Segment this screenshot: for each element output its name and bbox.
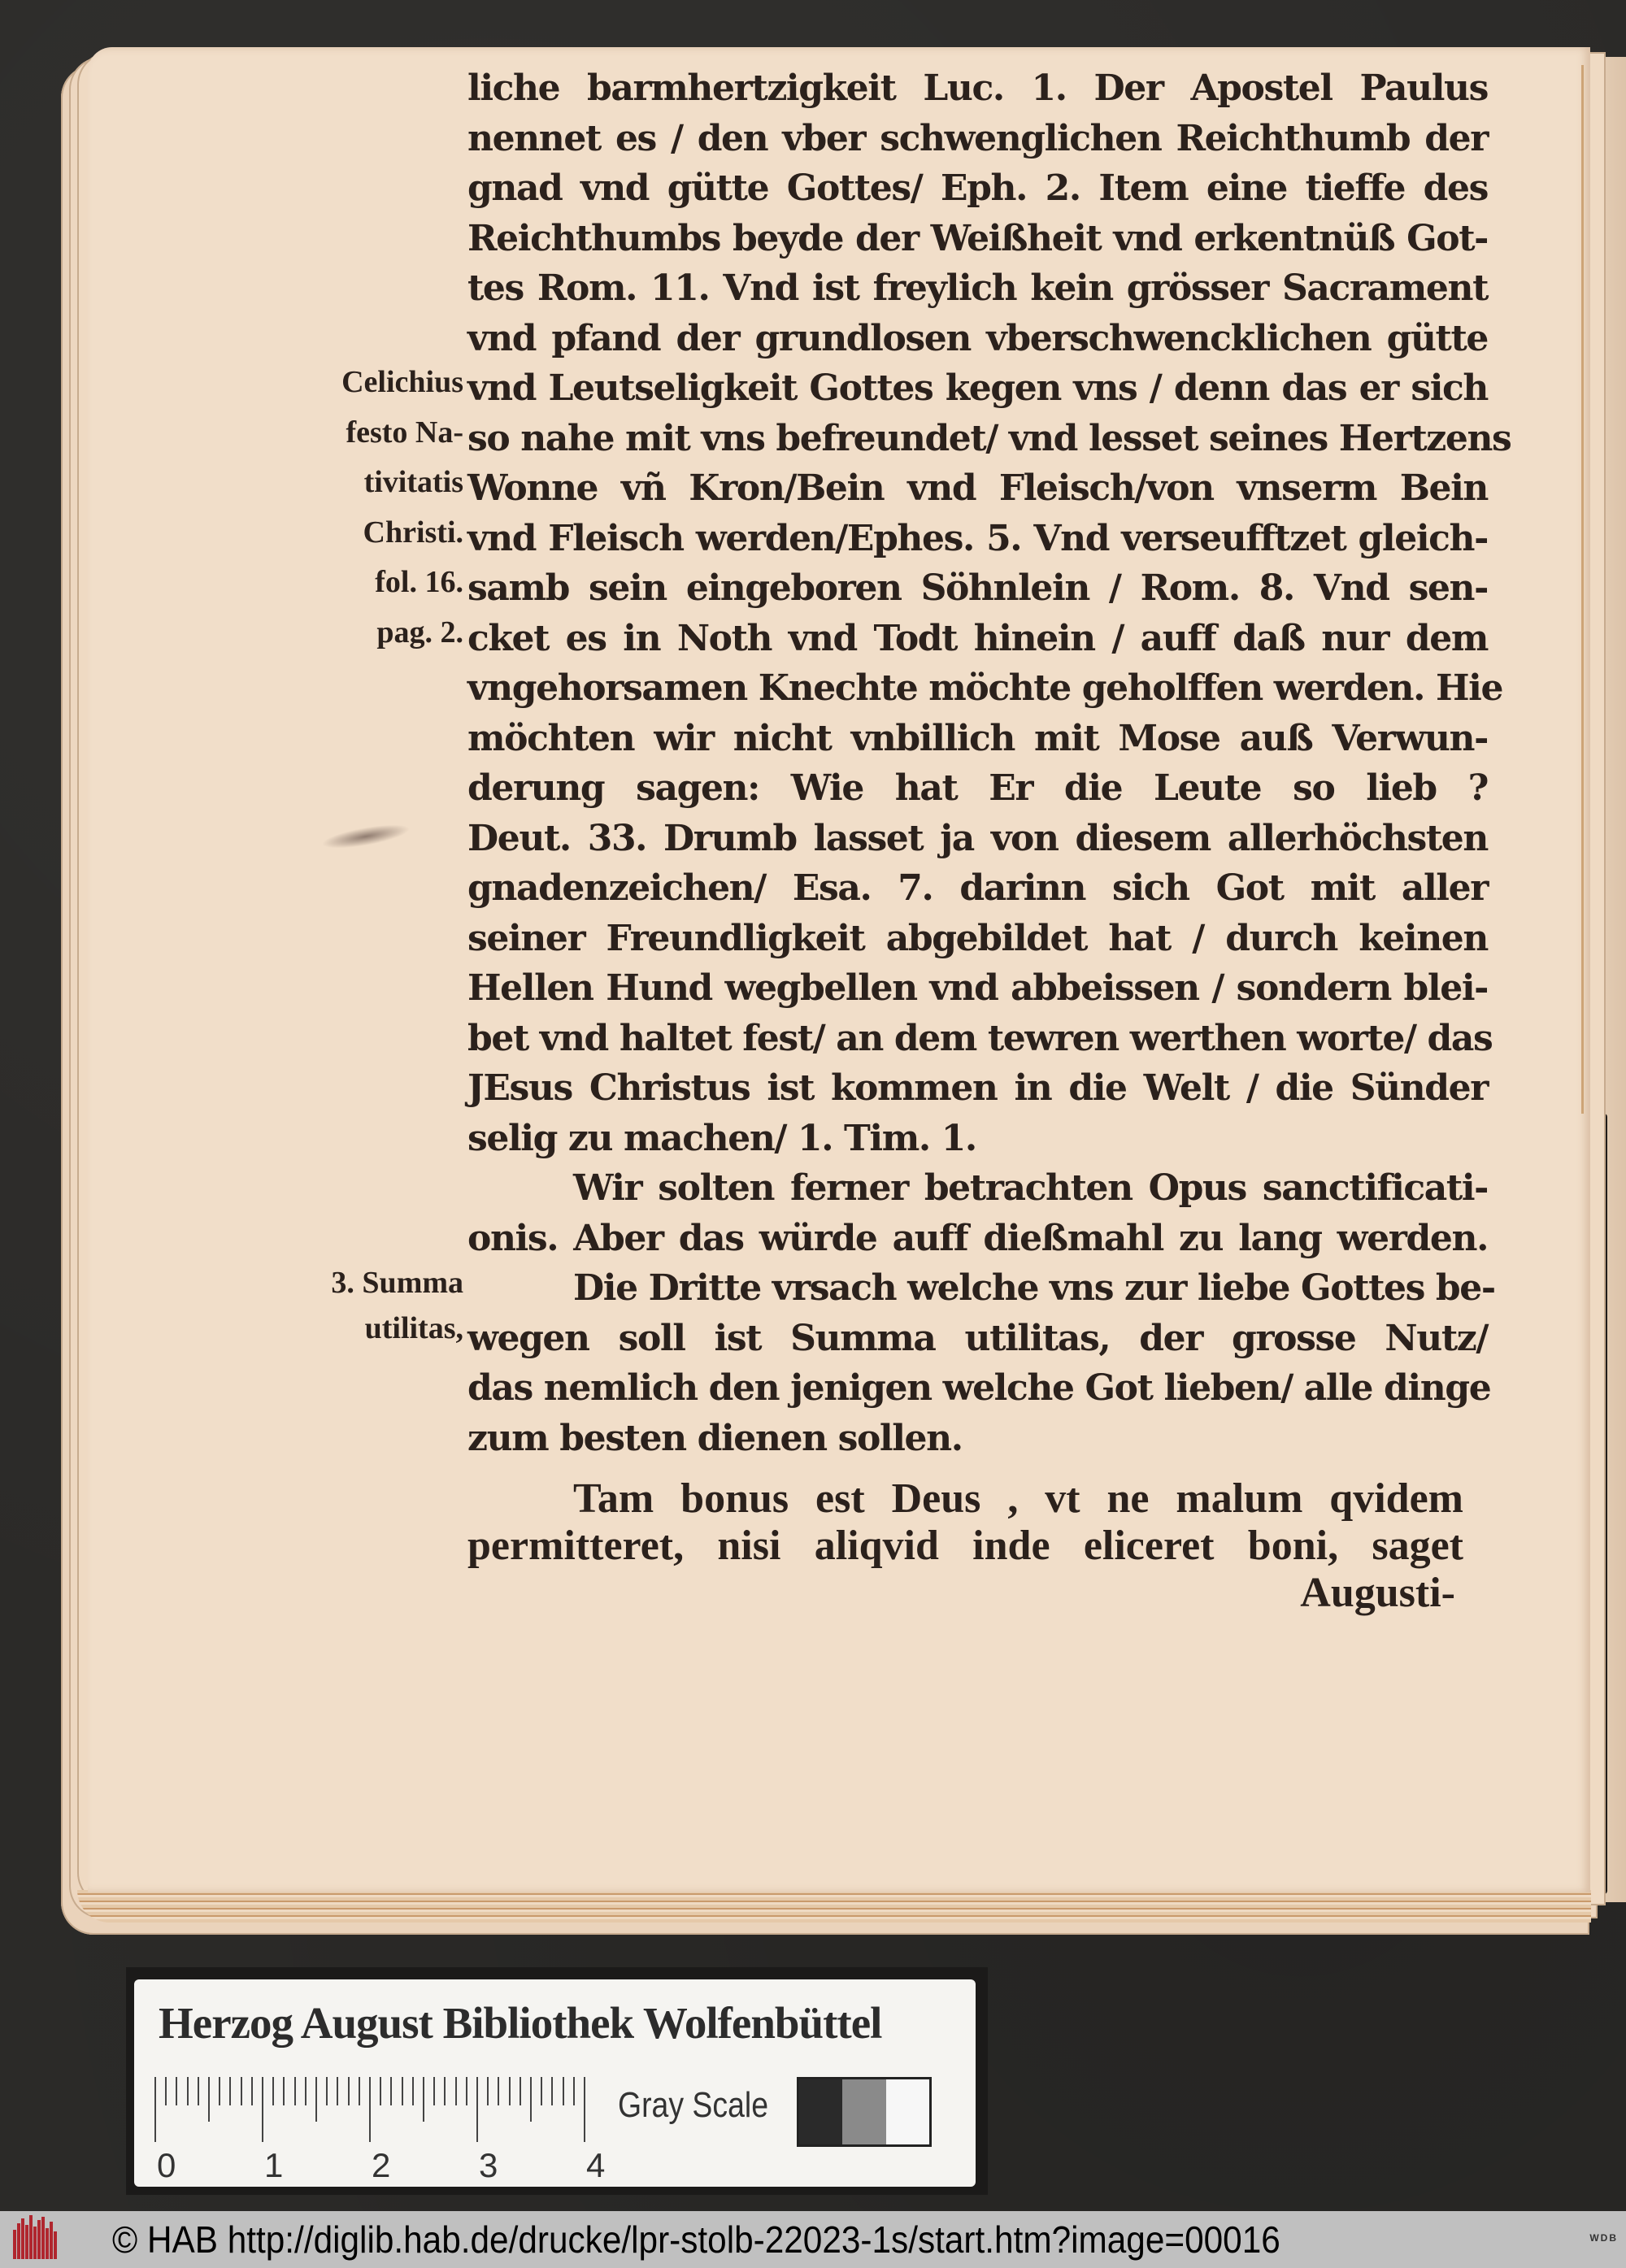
ruler-tick: [509, 2077, 511, 2105]
margin-note-line: fol. 16.: [375, 565, 463, 599]
ruler-tick: [272, 2077, 274, 2105]
ruler-tick: [412, 2077, 414, 2105]
library-name: Herzog August Bibliothek Wolfenbüttel: [159, 1998, 882, 2048]
swatch-black: [799, 2079, 842, 2144]
ruler-tick: [359, 2077, 360, 2105]
margin-note-line: utilitas,: [364, 1311, 463, 1345]
text-line: onis. Aber das würde auff dießmahl zu lang werden.: [467, 1217, 1488, 1259]
ruler-tick: [208, 2077, 210, 2122]
ruler-label: 2: [372, 2146, 391, 2184]
ruler-tick: [520, 2077, 521, 2105]
ruler-tick: [337, 2077, 338, 2105]
text-line: samb sein eingeboren Söhnlein / Rom. 8. Vnd sen-: [467, 567, 1488, 609]
ruler-label: 3: [479, 2146, 498, 2184]
margin-note-summa: [317, 1260, 463, 1351]
text-line: gnadenzeichen/ Esa. 7. darinn sich Got mit aller: [467, 867, 1488, 909]
text-line: zum besten dienen sollen.: [467, 1417, 963, 1459]
margin-note-line: Celichius: [341, 365, 463, 399]
text-line: Hellen Hund wegbellen vnd abbeissen / sondern blei-: [467, 967, 1488, 1009]
ruler-tick: [423, 2077, 424, 2122]
ruler-tick: [251, 2077, 253, 2105]
main-text-block: [467, 63, 1511, 1463]
ruler-tick: [219, 2077, 220, 2105]
text-line: vngehorsamen Knechte möchte geholffen werden. Hie: [467, 667, 1503, 709]
latin-quote-block: [467, 1475, 1463, 1617]
ruler-tick: [187, 2077, 189, 2105]
ruler-tick: [369, 2077, 371, 2142]
ruler-tick: [573, 2077, 575, 2105]
text-line: so nahe mit vns befreundet/ vnd lesset seines Hertzens: [467, 417, 1511, 459]
ruler-tick: [530, 2077, 532, 2122]
ruler-tick: [165, 2077, 167, 2105]
ruler-tick: [380, 2077, 381, 2105]
text-line: Deut. 33. Drumb lasset ja von diesem allerhöchsten: [467, 817, 1488, 859]
ruler-tick: [348, 2077, 350, 2105]
ruler-tick: [315, 2077, 317, 2122]
swatch-gray: [842, 2079, 885, 2144]
ruler-tick: [498, 2077, 499, 2105]
margin-note-line: Christi.: [363, 515, 463, 550]
ruler: [154, 2077, 374, 2150]
ruler-tick: [241, 2077, 242, 2105]
ruler-label: 4: [586, 2146, 606, 2184]
text-line: Wonne vñ Kron/Bein vnd Fleisch/von vnserm Bein: [467, 467, 1488, 509]
text-line: liche barmhertzigkeit Luc. 1. Der Apostel Paulus: [467, 67, 1488, 109]
text-line: wegen soll ist Summa utilitas, der grosse Nutz/: [467, 1317, 1488, 1359]
footer-bar: [0, 2211, 1626, 2268]
swatch-white: [886, 2079, 929, 2144]
text-line: möchten wir nicht vnbillich mit Mose auß Verwun-: [467, 717, 1488, 759]
text-line: vnd pfand der grundlosen vberschwencklichen gütte: [467, 317, 1488, 359]
ruler-tick: [455, 2077, 457, 2105]
ruler-tick: [154, 2077, 156, 2142]
ruler-tick: [444, 2077, 446, 2105]
text-line: selig zu machen/ 1. Tim. 1.: [467, 1117, 976, 1159]
ruler-tick: [433, 2077, 435, 2105]
paragraph-start-line: Wir solten ferner betrachten Opus sanctificati-: [573, 1167, 1488, 1209]
text-line-emphasis: derung sagen: Wie hat Er die Leute so lieb ?: [467, 767, 1488, 809]
text-line: nennet es / den vber schwenglichen Reichthumb der: [467, 117, 1488, 159]
catchword: Augusti-: [1300, 1570, 1455, 1616]
text-line: cket es in Noth vnd Todt hinein / auff daß nur dem: [467, 617, 1488, 659]
page-fold-line: [1581, 65, 1584, 1114]
ruler-tick: [294, 2077, 296, 2105]
text-line: vnd Fleisch werden/Ephes. 5. Vnd verseufftzet gleich-: [467, 517, 1488, 559]
ruler-tick: [466, 2077, 467, 2105]
text-line: tes Rom. 11. Vnd ist freylich kein grösser Sacrament: [467, 267, 1488, 309]
ruler-tick: [584, 2077, 585, 2142]
text-line: vnd Leutseligkeit Gottes kegen vns / denn das er sich: [467, 367, 1488, 409]
ruler-tick: [305, 2077, 307, 2105]
text-line: seiner Freundligkeit abgebildet hat / durch keinen: [467, 917, 1488, 959]
ruler-tick: [283, 2077, 285, 2105]
ruler-label: 1: [264, 2146, 284, 2184]
ruler-tick: [198, 2077, 199, 2105]
gray-scale-label: Gray Scale: [618, 2085, 768, 2125]
ruler-tick: [176, 2077, 177, 2105]
wdb-badge: WDB: [1589, 2232, 1618, 2244]
ruler-tick: [487, 2077, 489, 2105]
text-line: bet vnd haltet fest/ an dem tewren werthen worte/ das: [467, 1017, 1493, 1059]
text-line: gnad vnd gütte Gottes/ Eph. 2. Item eine tieffe des: [467, 167, 1488, 209]
ruler-tick: [476, 2077, 478, 2142]
gray-scale-swatches: [797, 2077, 932, 2147]
margin-note-line: tivitatis: [363, 465, 463, 499]
ruler-tick: [541, 2077, 542, 2105]
latin-line: Tam bonus est Deus , vt ne malum qvidem: [573, 1475, 1463, 1522]
ruler-tick: [390, 2077, 392, 2105]
ruler-tick: [551, 2077, 553, 2105]
page-bottom-edge: [77, 1890, 1591, 1923]
hab-logo-icon: [7, 2217, 63, 2262]
margin-note-line: 3. Summa: [331, 1266, 463, 1300]
text-line: das nemlich den jenigen welche Got lieben/ alle dinge: [467, 1367, 1491, 1409]
scale-card: [134, 1979, 976, 2187]
copyright-url[interactable]: © HAB http://diglib.hab.de/drucke/lpr-stolb-22023-1s/start.htm?image=00016: [112, 2218, 1280, 2261]
margin-note-line: pag. 2.: [376, 615, 463, 650]
paragraph-start-line: Die Dritte vrsach welche vns zur liebe Gottes be-: [573, 1267, 1495, 1309]
text-line: Reichthumbs beyde der Weißheit vnd erkentnüß Got-: [467, 217, 1488, 259]
ruler-tick: [563, 2077, 564, 2105]
margin-note-line: festo Na-: [346, 415, 463, 450]
ruler-tick: [402, 2077, 403, 2105]
ruler-tick: [326, 2077, 328, 2105]
ruler-label: 0: [157, 2146, 176, 2184]
ruler-tick: [229, 2077, 231, 2105]
text-line: JEsus Christus ist kommen in die Welt / die Sünder: [467, 1067, 1488, 1109]
latin-line: permitteret, nisi aliqvid inde eliceret boni, saget: [467, 1523, 1463, 1569]
ruler-tick: [262, 2077, 263, 2142]
margin-note-celichius: [317, 358, 463, 658]
